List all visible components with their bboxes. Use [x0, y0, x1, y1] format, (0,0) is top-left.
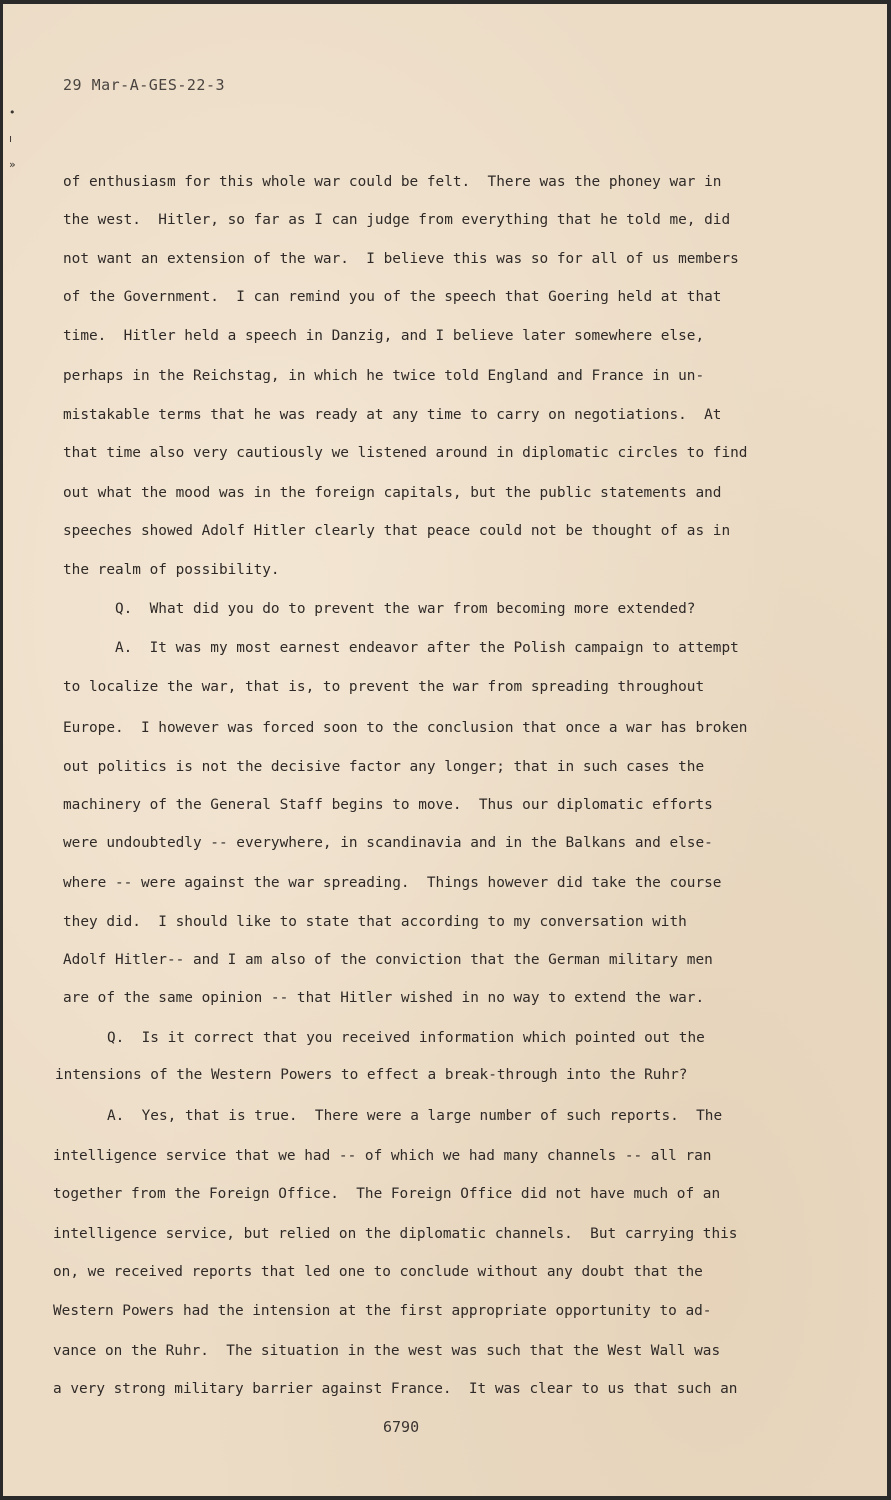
document-reference: 29 Mar-A-GES-22-3 [63, 76, 226, 94]
transcript-line: Q. What did you do to prevent the war from becoming more extended? [63, 601, 696, 617]
margin-mark-dot: • [9, 106, 16, 119]
page-number: 6790 [383, 1418, 420, 1436]
transcript-line: time. Hitler held a speech in Danzig, and I believe later somewhere else, [63, 328, 705, 344]
transcript-line: A. Yes, that is true. There were a large number of such reports. The [55, 1108, 723, 1124]
transcript-line: intensions of the Western Powers to effect a break-through into the Ruhr? [55, 1067, 688, 1083]
transcript-line: the realm of possibility. [63, 562, 280, 578]
transcript-line: Q. Is it correct that you received information which pointed out the [55, 1030, 705, 1046]
transcript-line: of the Government. I can remind you of the speech that Goering held at that [63, 289, 722, 305]
transcript-line: Europe. I however was forced soon to the conclusion that once a war has broken [63, 720, 748, 736]
margin-mark-tick: ı [9, 132, 13, 145]
transcript-line: mistakable terms that he was ready at any time to carry on negotiations. At [63, 407, 722, 423]
transcript-line: vance on the Ruhr. The situation in the west was such that the West Wall was [53, 1343, 721, 1359]
transcript-line: the west. Hitler, so far as I can judge from everything that he told me, did [63, 212, 731, 228]
transcript-line: Western Powers had the intension at the first appropriate opportunity to ad- [53, 1303, 712, 1319]
transcript-line: that time also very cautiously we listened around in diplomatic circles to find [63, 445, 748, 461]
transcript-line: A. It was my most earnest endeavor after the Polish campaign to attempt [63, 640, 739, 656]
transcript-line: on, we received reports that led one to conclude without any doubt that the [53, 1264, 703, 1280]
transcript-line: machinery of the General Staff begins to move. Thus our diplomatic efforts [63, 797, 713, 813]
transcript-line: to localize the war, that is, to prevent the war from spreading throughout [63, 679, 705, 695]
transcript-line: intelligence service, but relied on the diplomatic channels. But carrying this [53, 1226, 738, 1242]
transcript-line: together from the Foreign Office. The Foreign Office did not have much of an [53, 1186, 721, 1202]
transcript-line: Adolf Hitler-- and I am also of the conviction that the German military men [63, 952, 713, 968]
transcript-line: where -- were against the war spreading. Things however did take the course [63, 875, 722, 891]
transcript-line: perhaps in the Reichstag, in which he twice told England and France in un- [63, 368, 705, 384]
transcript-line: out politics is not the decisive factor any longer; that in such cases the [63, 759, 705, 775]
transcript-line: were undoubtedly -- everywhere, in scandinavia and in the Balkans and else- [63, 835, 713, 851]
margin-marks [9, 100, 23, 178]
transcript-line: out what the mood was in the foreign capitals, but the public statements and [63, 485, 722, 501]
document-page [3, 4, 887, 1496]
margin-mark-arrow: » [9, 158, 16, 171]
transcript-line: are of the same opinion -- that Hitler wished in no way to extend the war. [63, 990, 705, 1006]
transcript-line: speeches showed Adolf Hitler clearly that peace could not be thought of as in [63, 523, 731, 539]
transcript-line: not want an extension of the war. I believe this was so for all of us members [63, 251, 739, 267]
transcript-line: a very strong military barrier against France. It was clear to us that such an [53, 1381, 738, 1397]
transcript-line: they did. I should like to state that according to my conversation with [63, 914, 687, 930]
transcript-line: intelligence service that we had -- of which we had many channels -- all ran [53, 1148, 712, 1164]
transcript-line: of enthusiasm for this whole war could be felt. There was the phoney war in [63, 174, 722, 190]
